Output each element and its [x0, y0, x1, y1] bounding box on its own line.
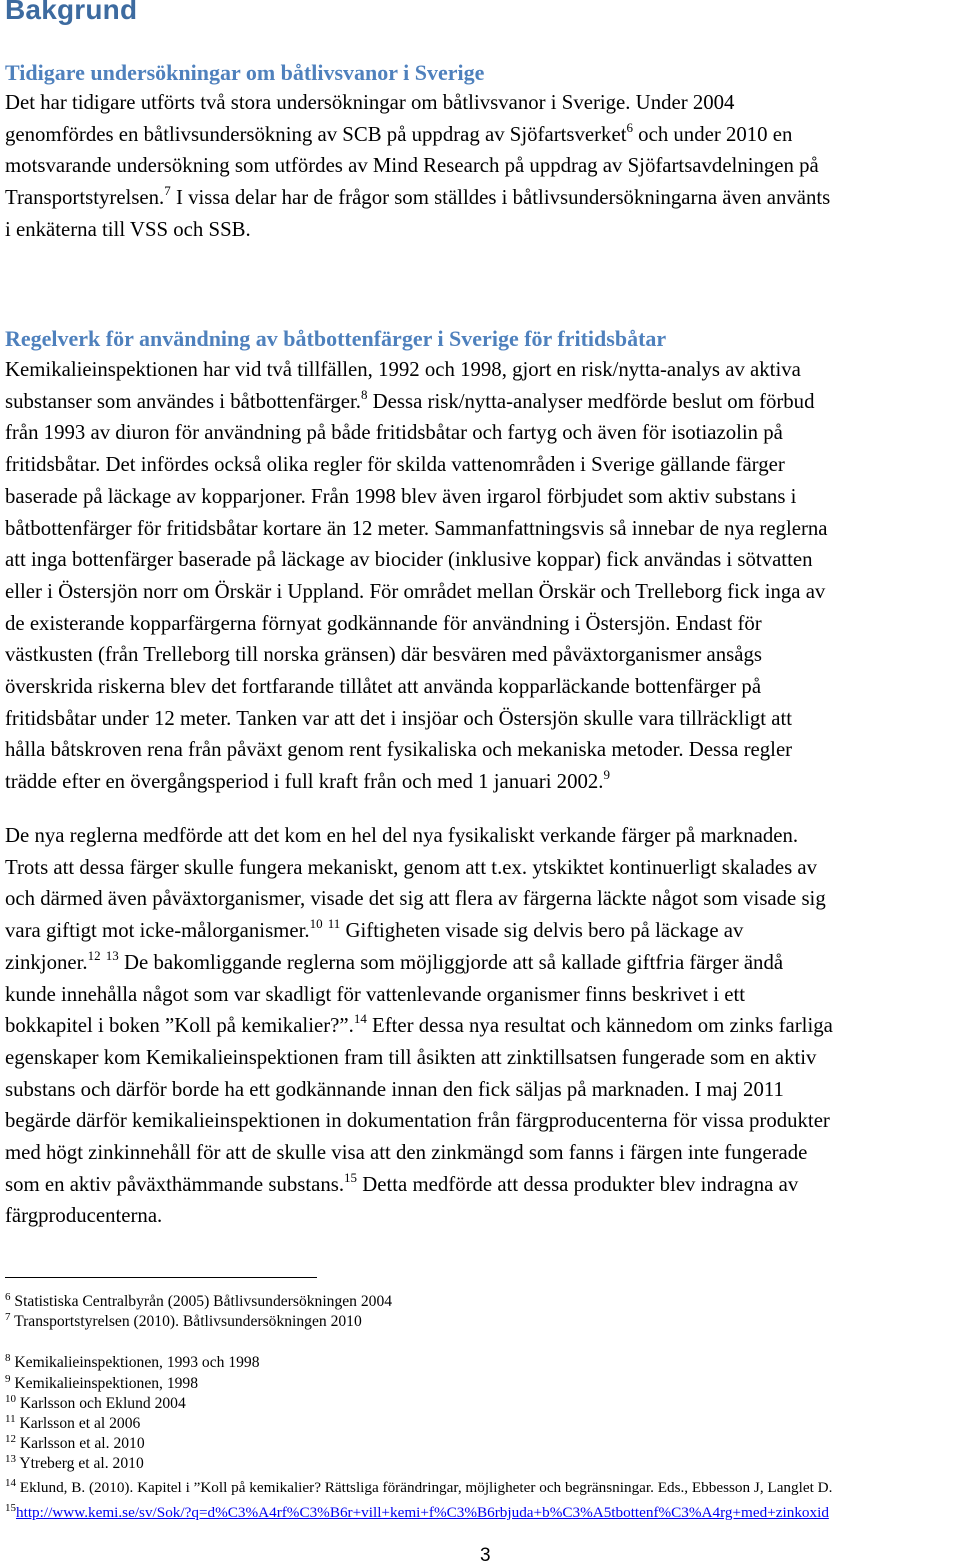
text-run: genomfördes en båtlivsundersökning av SCB på uppdrag av Sjöfartsverket	[5, 122, 627, 146]
text-line	[5, 947, 833, 979]
text-run: västkusten (från Trelleborg till norska gränsen) där besvären med påväxtorganismer ansågs	[5, 643, 762, 667]
text-run: Giftigheten visade sig delvis bero på läckage av	[340, 919, 744, 943]
footnote-reference: 12	[87, 947, 101, 963]
footnote-11: $^{11}$ Karlsson et al 2006	[5, 1412, 141, 1432]
footnote-reference: 9	[603, 767, 610, 783]
text-run: I vissa delar har de frågor som ställdes i båtlivsundersökningarna även använts	[170, 186, 831, 210]
text-line	[5, 214, 830, 246]
text-run: Transportstyrelsen.	[5, 186, 165, 210]
text-run: trädde efter en övergångsperiod i full kraft från och med 1 januari 2002.	[5, 770, 604, 794]
text-run: Kemikalieinspektionen har vid två tillfällen, 1992 och 1998, gjort en risk/nytta-analys av aktiva	[5, 358, 801, 381]
text-run: Detta medförde att dessa produkter blev indragna av	[357, 1172, 799, 1196]
text-line	[5, 766, 828, 798]
text-line	[5, 1010, 833, 1042]
text-run: att inga bottenfärger baserade på läckage av biocider (inklusive koppar) fick användas i sötvatten	[5, 548, 813, 572]
text-run: från 1993 av diuron för användning på både fritidsbåtar och fartyg och även för isotiazolin på	[5, 421, 783, 445]
text-run: egenskaper kom Kemikalieinspektionen fram till åsikten att zinktillsatsen fungerade som en aktiv	[5, 1045, 817, 1069]
text-run: de existerande kopparfärgerna förnyat godkännande för användning i Östersjön. Endast för	[5, 611, 762, 635]
text-line	[5, 1074, 833, 1106]
text-run: med högt zinkinnehåll för att de skulle visa att den zinkmängd som fanns i färgen inte fungerade	[5, 1141, 808, 1165]
page-heading: Bakgrund	[5, 0, 138, 25]
text-run: kunde innehålla något som var skadligt för vattenlevande organismer finns beskrivet i ett	[5, 982, 746, 1006]
text-run: begärde därför kemikalieinspektionen in dokumentation från färgproducenterna för vissa produkter	[5, 1109, 830, 1133]
text-run: Efter dessa nya resultat och kännedom om zinks farliga	[366, 1014, 833, 1038]
text-run: substanser som användes i båtbottenfärger.	[5, 389, 361, 413]
text-run: överskrida riskerna blev det fortfarande tillåtet att använda kopparläckande bottenfärger på	[5, 675, 762, 699]
paragraph-boating-surveys	[5, 87, 830, 246]
text-run	[323, 919, 328, 942]
text-line	[5, 608, 828, 640]
footnote-reference: 7	[164, 183, 171, 199]
text-line	[5, 481, 828, 513]
footnote-15-link[interactable]: http://www.kemi.se/sv/Sok/?q=d%C3%A4rf%C3%B6r+vill+kemi+f%C3%B6rbjuda+b%C3%A5tbottenf%C3%A4rg+med+zinkoxid	[16, 1504, 829, 1521]
footnote-8: $^8$ Kemikalieinspektionen, 1993 och 1998	[5, 1351, 260, 1371]
text-run: i enkäterna till VSS och SSB.	[5, 217, 251, 241]
text-line	[5, 639, 828, 671]
footnote-15: $^{15}$http://www.kemi.se/sv/Sok/?q=d%C3%A4rf%C3%B6r+vill+kemi+f%C3%B6rbjuda+b%C3%A5tbottenf%C3%A4rg+med+zinkoxid	[5, 1501, 829, 1521]
text-run: båtbottenfärger för fritidsbåtar kortare än 12 meter. Sammanfattningsvis så innebar de nya reglerna	[5, 516, 828, 540]
section-title-boating-surveys: Tidigare undersökningar om båtlivsvanor i Sverige	[5, 60, 485, 85]
text-line	[5, 979, 833, 1011]
footnote-reference: 14	[353, 1011, 367, 1027]
text-line	[5, 386, 828, 418]
text-line	[5, 150, 830, 182]
footnote-7: $^7$ Transportstyrelsen (2010). Båtlivsundersökningen 2010	[5, 1310, 362, 1330]
text-line	[5, 703, 828, 735]
footnote-reference: 13	[105, 947, 119, 963]
text-run: som en aktiv påväxthämmande substans.	[5, 1172, 345, 1196]
footnote-12: $^{12}$ Karlsson et al. 2010	[5, 1432, 145, 1452]
paragraph-antifouling-regulations	[5, 354, 828, 798]
text-line	[5, 354, 828, 386]
text-run: De nya reglerna medförde att det kom en hel del nya fysikaliskt verkande färger på marknaden.	[5, 824, 799, 847]
text-line	[5, 1169, 833, 1201]
text-line	[5, 544, 828, 576]
text-run: och därmed även påväxtorganismer, visade det sig att flera av färgerna läckte något som visade sig	[5, 887, 826, 911]
text-line	[5, 417, 828, 449]
text-run: eller i Östersjön norr om Örskär i Uppland. För området mellan Örskär och Trelleborg fick inga av	[5, 579, 826, 603]
text-run: baserade på läckage av kopparjoner. Från 1998 blev även irgarol förbjudet som aktiv substans i	[5, 484, 797, 508]
text-line	[5, 513, 828, 545]
text-run: De bakomliggande reglerna som möjliggjorde att så kallade giftfria färger ändå	[118, 950, 784, 974]
text-run: Det har tidigare utförts två stora undersökningar om båtlivsvanor i Sverige. Under 2004	[5, 91, 735, 114]
text-line	[5, 182, 830, 214]
text-line	[5, 883, 833, 915]
footnote-10: $^{10}$ Karlsson och Eklund 2004	[5, 1392, 186, 1412]
text-line	[5, 119, 830, 151]
text-line	[5, 1137, 833, 1169]
text-line	[5, 1042, 833, 1074]
text-line	[5, 915, 833, 947]
text-run: hålla båtskroven rena från påväxt genom rent fysikaliska och mekaniska metoder. Dessa regler	[5, 738, 793, 762]
text-line	[5, 671, 828, 703]
text-line	[5, 449, 828, 481]
text-line	[5, 1105, 833, 1137]
text-line	[5, 734, 828, 766]
text-run: och under 2010 en	[632, 122, 793, 146]
text-run: Trots att dessa färger skulle fungera mekaniskt, genom att t.ex. ytskiktet kontinuerligt skalades av	[5, 855, 818, 879]
text-run: färgproducenterna.	[5, 1204, 163, 1228]
text-line	[5, 852, 833, 884]
footnote-reference: 10	[309, 916, 323, 932]
footnote-reference: 11	[327, 916, 341, 932]
footnote-reference: 8	[360, 386, 368, 402]
text-line	[5, 87, 830, 119]
text-line	[5, 820, 833, 852]
text-run: fritidsbåtar. Det infördes också olika regler för skilda vattenområden i Sverige gällande färger	[5, 453, 785, 477]
text-run: fritidsbåtar under 12 meter. Tanken var att det i insjöar och Östersjön skulle vara tillräckligt att	[5, 706, 793, 730]
text-run: zinkjoner.	[5, 950, 88, 974]
text-line	[5, 576, 828, 608]
text-line	[5, 1200, 833, 1232]
text-run: motsvarande undersökning som utfördes av Mind Research på uppdrag av Sjöfartsavdelningen på	[5, 154, 819, 178]
text-run: Dessa risk/nytta-analyser medförde beslut om förbud	[367, 389, 815, 413]
footnote-6: $^6$ Statistiska Centralbyrån (2005) Båtlivsundersökningen 2004	[5, 1290, 393, 1310]
footnote-reference: 6	[626, 119, 633, 135]
footnote-13: $^{13}$ Ytreberg et al. 2010	[5, 1452, 144, 1472]
section-title-antifouling-regulations: Regelverk för användning av båtbottenfärger i Sverige för fritidsbåtar	[5, 326, 667, 351]
text-run: substans och därför borde ha ett godkännande innan den fick säljas på marknaden. I maj 2011	[5, 1077, 784, 1101]
footnote-reference: 15	[344, 1169, 358, 1185]
footnote-14: $^{14}$ Eklund, B. (2010). Kapitel i ”Koll på kemikalier? Rättsliga förändringar, möjligheter och begränsningar. Eds., Ebbesson J, Langlet D.	[5, 1476, 833, 1496]
page-number: 3	[480, 1545, 491, 1566]
footnote-separator	[5, 1277, 317, 1278]
footnote-9: $^9$ Kemikalieinspektionen, 1998	[5, 1372, 199, 1392]
text-run: bokkapitel i boken ”Koll på kemikalier?”.	[5, 1014, 354, 1038]
text-run: vara giftigt mot icke-målorganismer.	[5, 919, 310, 943]
paragraph-zinc-paints	[5, 820, 833, 1232]
